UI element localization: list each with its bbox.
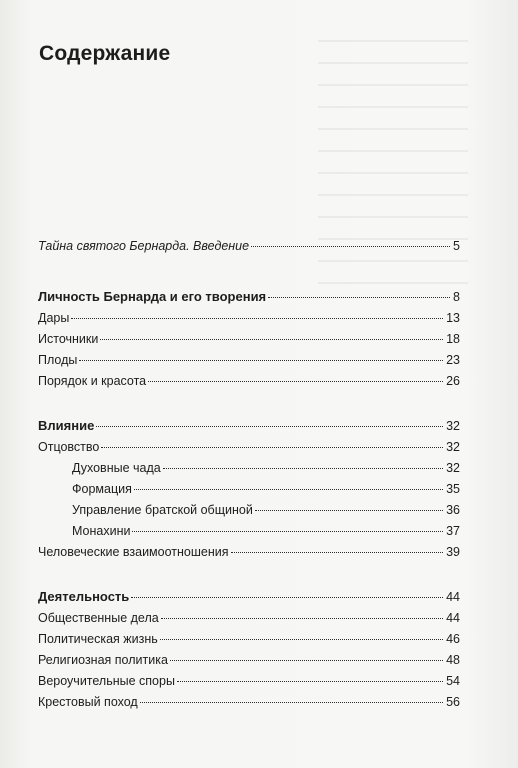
toc-label: Отцовство xyxy=(38,440,100,454)
toc-page-number: 35 xyxy=(446,482,460,496)
dot-leader xyxy=(101,447,443,448)
dot-leader xyxy=(96,426,443,427)
toc-entry xyxy=(38,439,460,455)
toc-label: Источники xyxy=(38,332,99,346)
toc-entry xyxy=(38,631,460,647)
dot-leader xyxy=(163,468,443,469)
dot-leader xyxy=(148,381,443,382)
toc-label: Человеческие взаимоотношения xyxy=(38,545,229,559)
dot-leader xyxy=(71,318,443,319)
toc-subentry xyxy=(72,460,460,476)
toc-page-number: 23 xyxy=(446,353,460,367)
toc-subentry xyxy=(72,481,460,497)
toc-entry xyxy=(38,310,460,326)
toc-label: Формация xyxy=(72,482,132,496)
toc-label: Политическая жизнь xyxy=(38,632,158,646)
toc-label: Деятельность xyxy=(38,589,130,604)
dot-leader xyxy=(177,681,443,682)
page-title: Содержание xyxy=(39,42,171,65)
toc-label: Управление братской общиной xyxy=(72,503,253,517)
dot-leader xyxy=(131,597,443,598)
bleed-through-texture xyxy=(318,40,468,300)
toc-label: Вероучительные споры xyxy=(38,674,175,688)
toc-entry xyxy=(38,610,460,626)
toc-entry xyxy=(38,544,460,560)
toc-subentry xyxy=(72,502,460,518)
toc-entry xyxy=(38,373,460,389)
toc-page-number: 18 xyxy=(446,332,460,346)
toc-page-number: 39 xyxy=(446,545,460,559)
toc-label: Плоды xyxy=(38,353,78,367)
dot-leader xyxy=(79,360,443,361)
dot-leader xyxy=(251,246,450,247)
toc-label: Общественные дела xyxy=(38,611,159,625)
toc-label: Дары xyxy=(38,311,70,325)
toc-page-number: 44 xyxy=(446,611,460,625)
toc-entry xyxy=(38,331,460,347)
toc-entry xyxy=(38,673,460,689)
toc-page-number: 8 xyxy=(453,290,460,304)
toc-page-number: 36 xyxy=(446,503,460,517)
toc-label: Влияние xyxy=(38,418,95,433)
dot-leader xyxy=(134,489,443,490)
toc-page-number: 5 xyxy=(453,239,460,253)
toc-label: Крестовый поход xyxy=(38,695,138,709)
toc-section-heading xyxy=(38,289,460,305)
toc-page-number: 56 xyxy=(446,695,460,709)
toc-page-number: 54 xyxy=(446,674,460,688)
dot-leader xyxy=(100,339,443,340)
toc-label: Тайна святого Бернарда. Введение xyxy=(38,239,250,253)
toc-page-number: 37 xyxy=(446,524,460,538)
toc-page-number: 32 xyxy=(446,419,460,433)
toc-page-number: 26 xyxy=(446,374,460,388)
toc-page-number: 44 xyxy=(446,590,460,604)
toc-section-heading xyxy=(38,589,460,605)
dot-leader xyxy=(255,510,443,511)
toc-label: Религиозная политика xyxy=(38,653,168,667)
dot-leader xyxy=(268,297,450,298)
toc-entry-introduction xyxy=(38,238,460,254)
dot-leader xyxy=(132,531,443,532)
dot-leader xyxy=(160,639,443,640)
toc-entry xyxy=(38,652,460,668)
toc-label: Духовные чада xyxy=(72,461,161,475)
dot-leader xyxy=(140,702,443,703)
toc-page-number: 32 xyxy=(446,461,460,475)
toc-page-number: 48 xyxy=(446,653,460,667)
toc-section-heading xyxy=(38,418,460,434)
dot-leader xyxy=(161,618,443,619)
toc-label: Личность Бернарда и его творения xyxy=(38,289,267,304)
toc-label: Порядок и красота xyxy=(38,374,147,388)
toc-page-number: 46 xyxy=(446,632,460,646)
dot-leader xyxy=(170,660,443,661)
dot-leader xyxy=(231,552,444,553)
toc-page-number: 13 xyxy=(446,311,460,325)
toc-entry xyxy=(38,694,460,710)
toc-subentry xyxy=(72,523,460,539)
toc-entry xyxy=(38,352,460,368)
toc-page-number: 32 xyxy=(446,440,460,454)
toc-label: Монахини xyxy=(72,524,131,538)
